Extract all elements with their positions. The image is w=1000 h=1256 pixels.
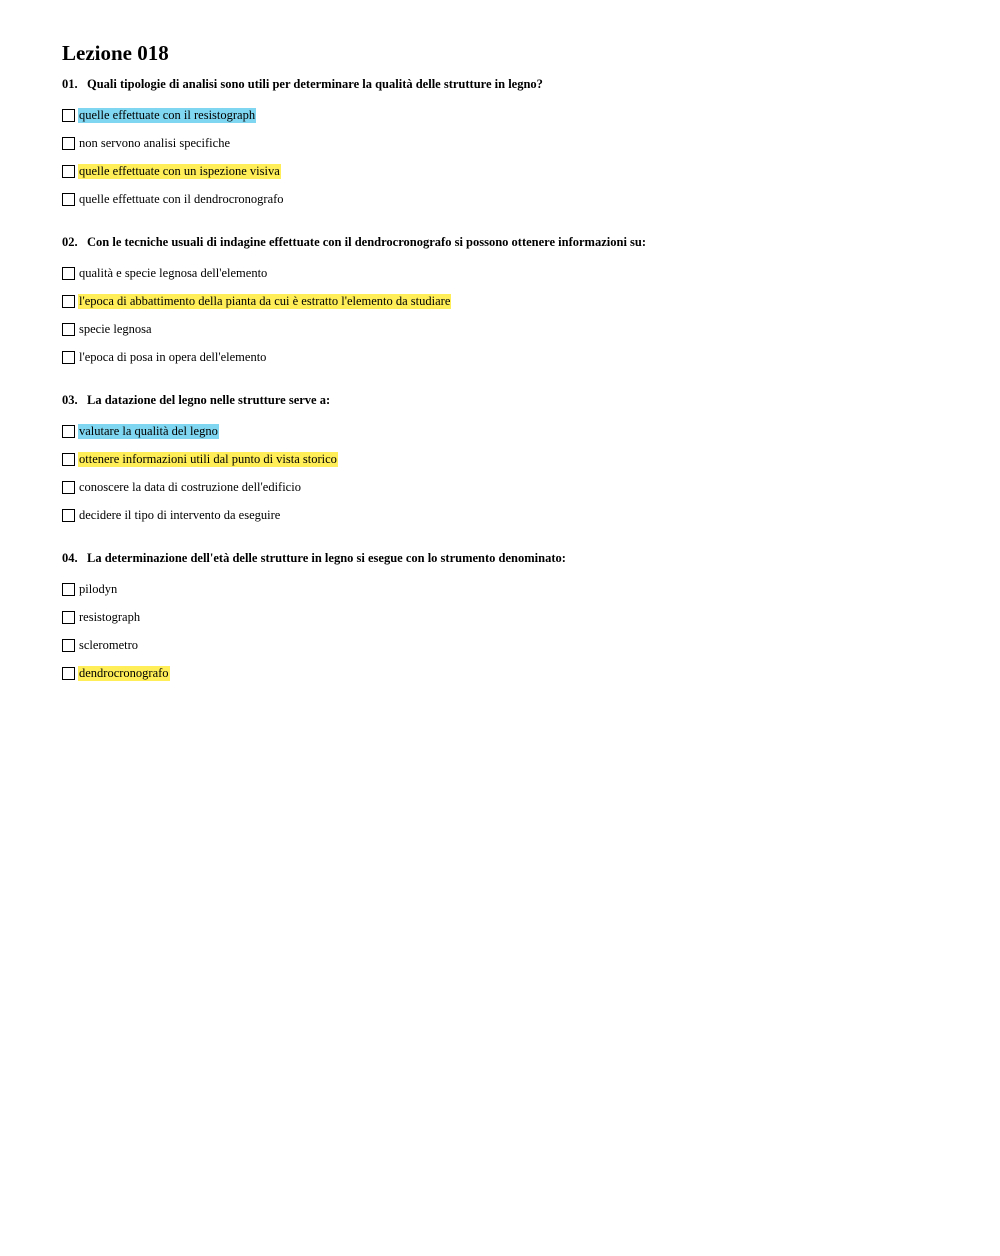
answer-option[interactable]: [62, 259, 1000, 287]
question-text: [62, 392, 1000, 408]
answer-checkbox[interactable]: [62, 109, 75, 122]
question-number: 02.: [62, 235, 78, 249]
answer-checkbox[interactable]: [62, 453, 75, 466]
answer-label: quelle effettuate con il dendrocronografo: [79, 191, 284, 206]
answer-option[interactable]: [62, 417, 1000, 445]
question-label: Quali tipologie di analisi sono utili per determinare la qualità delle strutture in legno?: [87, 77, 543, 91]
question-label: Con le tecniche usuali di indagine effettuate con il dendrocronografo si possono ottenere informazioni su:: [87, 235, 647, 249]
question-text: [62, 550, 1000, 566]
answer-label: quelle effettuate con il resistograph: [79, 107, 256, 122]
answer-label: conoscere la data di costruzione dell'edificio: [79, 479, 301, 494]
answer-label: quelle effettuate con un ispezione visiva: [79, 163, 280, 178]
answer-label: specie legnosa: [79, 321, 152, 336]
answer-label: valutare la qualità del legno: [79, 423, 218, 438]
answer-label: sclerometro: [79, 637, 139, 652]
answer-label: l'epoca di posa in opera dell'elemento: [79, 349, 267, 364]
answer-checkbox[interactable]: [62, 583, 75, 596]
answer-label: decidere il tipo di intervento da eseguire: [79, 507, 281, 522]
question-number: 04.: [62, 551, 78, 565]
answer-checkbox[interactable]: [62, 193, 75, 206]
answer-label: ottenere informazioni utili dal punto di vista storico: [79, 451, 337, 466]
answer-option[interactable]: [62, 129, 1000, 157]
answer-option[interactable]: [62, 473, 1000, 501]
question-02: [62, 234, 1000, 371]
answer-checkbox[interactable]: [62, 137, 75, 150]
answer-label: pilodyn: [79, 581, 118, 596]
answer-option[interactable]: [62, 575, 1000, 603]
answer-checkbox[interactable]: [62, 509, 75, 522]
answer-checkbox[interactable]: [62, 611, 75, 624]
answer-option[interactable]: [62, 287, 1000, 315]
answer-checkbox[interactable]: [62, 351, 75, 364]
answer-option[interactable]: [62, 185, 1000, 213]
answer-label: l'epoca di abbattimento della pianta da cui è estratto l'elemento da studiare: [79, 293, 451, 308]
answer-checkbox[interactable]: [62, 481, 75, 494]
answer-option[interactable]: [62, 157, 1000, 185]
question-01: [62, 76, 1000, 213]
answer-option[interactable]: [62, 603, 1000, 631]
answer-option[interactable]: [62, 315, 1000, 343]
question-text: [62, 234, 1000, 250]
question-text: [62, 76, 1000, 92]
answer-option[interactable]: [62, 659, 1000, 687]
answer-checkbox[interactable]: [62, 323, 75, 336]
answer-checkbox[interactable]: [62, 267, 75, 280]
question-number: 01.: [62, 77, 78, 91]
question-number: 03.: [62, 393, 78, 407]
answer-checkbox[interactable]: [62, 639, 75, 652]
answer-label: non servono analisi specifiche: [79, 135, 230, 150]
question-label: La determinazione dell'età delle strutture in legno si esegue con lo strumento denominato:: [87, 551, 566, 565]
question-03: [62, 392, 1000, 529]
answer-option[interactable]: [62, 343, 1000, 371]
page-title: Lezione 018: [62, 41, 169, 65]
answer-label: dendrocronografo: [79, 665, 169, 680]
answer-option[interactable]: [62, 631, 1000, 659]
answer-label: qualità e specie legnosa dell'elemento: [79, 265, 268, 280]
answer-option[interactable]: [62, 101, 1000, 129]
answer-checkbox[interactable]: [62, 295, 75, 308]
answer-checkbox[interactable]: [62, 667, 75, 680]
question-label: La datazione del legno nelle strutture serve a:: [87, 393, 331, 407]
answer-option[interactable]: [62, 445, 1000, 473]
answer-checkbox[interactable]: [62, 165, 75, 178]
answer-label: resistograph: [79, 609, 141, 624]
answer-option[interactable]: [62, 501, 1000, 529]
answer-checkbox[interactable]: [62, 425, 75, 438]
question-04: [62, 550, 1000, 687]
